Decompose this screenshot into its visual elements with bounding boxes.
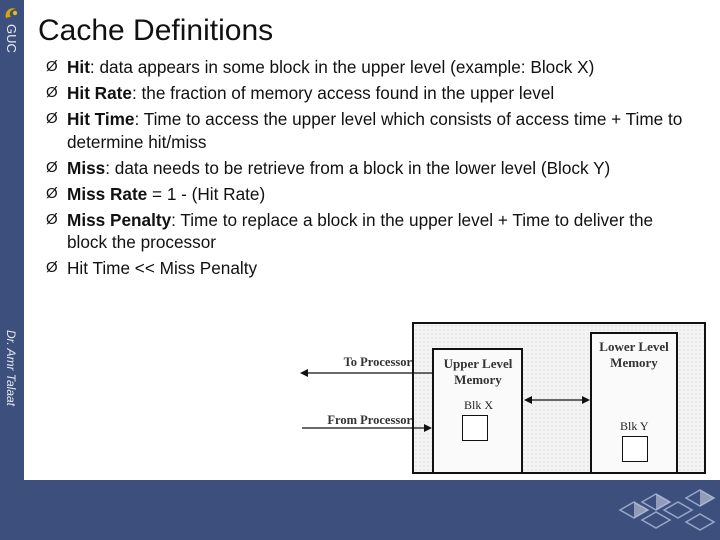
- arrow-bullet-icon: Ø: [46, 259, 58, 276]
- bullet-text: : Time to replace a block in the upper level + Time to deliver the block the processor: [67, 209, 654, 252]
- to-processor-arrowhead-icon: [300, 369, 308, 377]
- bullet-item: [46, 209, 696, 254]
- bullet-text: : data appears in some block in the upper level (example: Block X): [89, 57, 595, 77]
- bullet-term: Miss Rate: [67, 183, 148, 204]
- bullet-term: Hit: [67, 57, 90, 77]
- arrow-bullet-icon: Ø: [46, 158, 58, 176]
- author-label-container: [0, 330, 24, 470]
- bullet-text: : Time to access the upper level which consists of access time + Time to determine hit/miss: [67, 109, 683, 152]
- blk-y-label: Blk Y: [620, 419, 649, 433]
- bullet-list: [46, 56, 696, 283]
- bullet-text: : data needs to be retrieve from a block in the lower level (Block Y): [105, 157, 611, 178]
- bullet-item: [46, 82, 696, 105]
- memory-left-arrowhead-icon: [524, 396, 532, 404]
- lower-level-label: Lower Level Memory: [599, 339, 669, 370]
- bullet-term: Miss: [67, 157, 106, 178]
- bullet-item: [46, 183, 696, 206]
- bullet-item: [46, 108, 696, 153]
- footer-network-decoration: [612, 480, 720, 540]
- author-label: Dr. Amr Talaat: [4, 330, 18, 407]
- bullet-text: : the fraction of memory access found in the upper level: [131, 83, 555, 103]
- cache-diagram: [296, 318, 708, 478]
- diagram-arrows: [296, 318, 708, 478]
- arrow-bullet-icon: Ø: [46, 110, 58, 127]
- arrow-bullet-icon: Ø: [46, 58, 58, 75]
- logo-text: GUC: [4, 24, 19, 53]
- from-processor-arrowhead-icon: [424, 424, 432, 432]
- bullet-item: [46, 56, 696, 79]
- arrow-bullet-icon: Ø: [46, 84, 58, 101]
- bullet-text: = 1 - (Hit Rate): [147, 183, 266, 204]
- blk-x-label: Blk X: [464, 398, 494, 412]
- bullet-term: Miss Penalty: [67, 209, 172, 230]
- bullet-term: Hit Rate: [67, 83, 132, 103]
- slide-title: Cache Definitions: [38, 14, 274, 47]
- to-processor-label: To Processor: [343, 355, 412, 369]
- arrow-bullet-icon: Ø: [46, 210, 58, 228]
- memory-right-arrowhead-icon: [582, 396, 590, 404]
- upper-level-label: Upper Level Memory: [443, 356, 513, 387]
- bullet-text: Hit Time << Miss Penalty: [67, 258, 258, 278]
- bullet-term: Hit Time: [67, 109, 135, 129]
- from-processor-label: From Processor: [327, 413, 412, 427]
- bullet-item: [46, 257, 696, 280]
- arrow-bullet-icon: Ø: [46, 184, 58, 202]
- bullet-item: [46, 157, 696, 180]
- guc-logo: [2, 4, 22, 60]
